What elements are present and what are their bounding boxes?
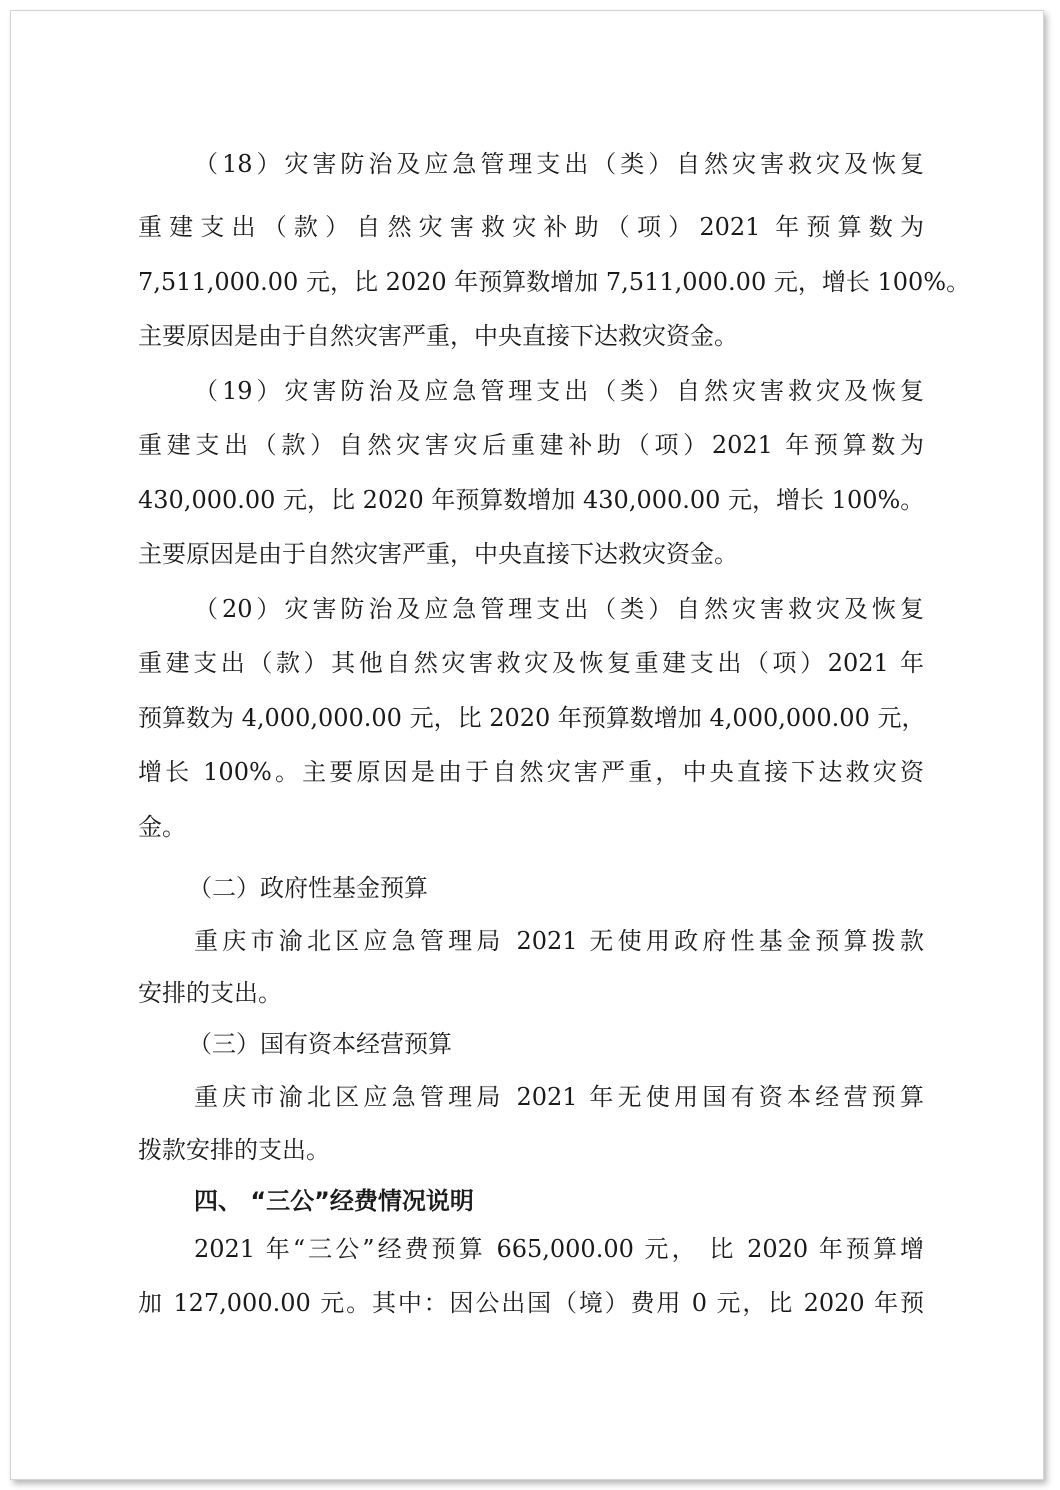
paragraph-19-line-3: 430,000.00 元，比 2020 年预算数增加 430,000.00 元，增长 100%。: [138, 486, 925, 514]
paragraph-18-line-1: （18）灾害防治及应急管理支出（类）自然灾害救灾及恢复: [194, 150, 924, 178]
paragraph-20-line-1: （20）灾害防治及应急管理支出（类）自然灾害救灾及恢复: [194, 595, 924, 623]
state-capital-paragraph-line-2: 拨款安排的支出。: [138, 1136, 330, 1164]
paragraph-20-line-4: 增长 100%。主要原因是由于自然灾害严重，中央直接下达救灾资: [138, 758, 924, 786]
paragraph-20-line-3: 预算数为 4,000,000.00 元，比 2020 年预算数增加 4,000,000.00 元，: [138, 704, 926, 732]
paragraph-20-line-2: 重建支出（款）其他自然灾害救灾及恢复重建支出（项）2021 年: [138, 649, 924, 677]
government-fund-paragraph-line-1: 重庆市渝北区应急管理局 2021 无使用政府性基金预算拨款: [194, 927, 924, 955]
paragraph-18-line-4: 主要原因是由于自然灾害严重，中央直接下达救灾资金。: [138, 322, 738, 350]
paragraph-19-line-4: 主要原因是由于自然灾害严重，中央直接下达救灾资金。: [138, 540, 738, 568]
paragraph-18-line-2: 重建支出（款）自然灾害救灾补助（项）2021 年预算数为: [138, 213, 924, 241]
paragraph-18-line-3: 7,511,000.00 元，比 2020 年预算数增加 7,511,000.00 元，增长 100%。: [138, 268, 971, 296]
paragraph-19-line-1: （19）灾害防治及应急管理支出（类）自然灾害救灾及恢复: [194, 377, 924, 405]
three-public-paragraph-line-1: 2021 年“三公”经费预算 665,000.00 元， 比 2020 年预算增: [194, 1235, 924, 1263]
section-heading-state-capital-budget: （三）国有资本经营预算: [188, 1030, 452, 1058]
paragraph-20-line-5: 金。: [138, 813, 186, 841]
state-capital-paragraph-line-1: 重庆市渝北区应急管理局 2021 年无使用国有资本经营预算: [194, 1083, 924, 1111]
section-heading-government-fund-budget: （二）政府性基金预算: [188, 874, 428, 902]
paragraph-19-line-2: 重建支出（款）自然灾害灾后重建补助（项）2021 年预算数为: [138, 431, 924, 459]
government-fund-paragraph-line-2: 安排的支出。: [138, 979, 282, 1007]
three-public-paragraph-line-2: 加 127,000.00 元。其中：因公出国（境）费用 0 元，比 2020 年预: [138, 1289, 924, 1317]
document-page: [10, 10, 1044, 1480]
section-heading-three-public-expenses: 四、 “三公”经费情况说明: [194, 1187, 474, 1215]
